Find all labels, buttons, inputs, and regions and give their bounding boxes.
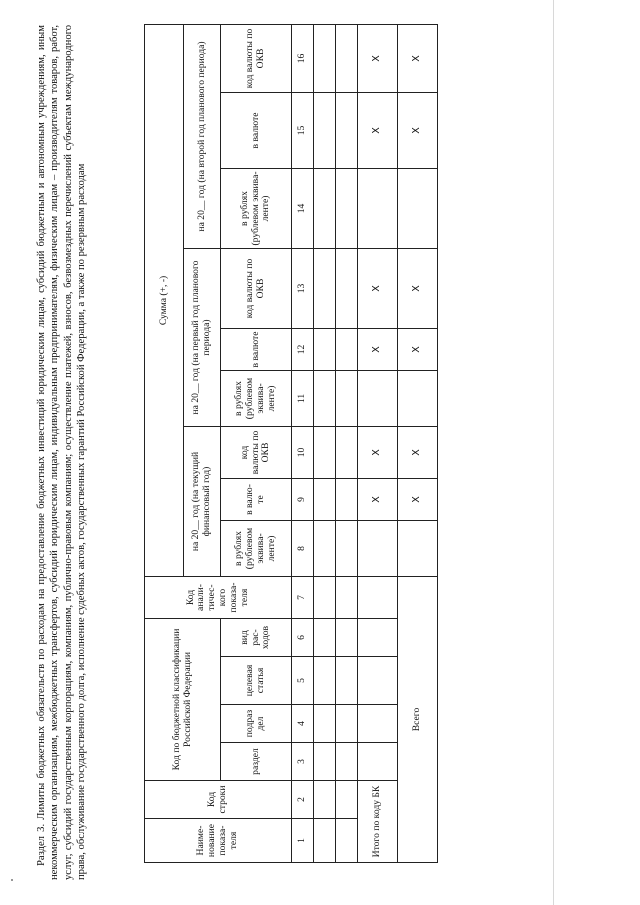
header-line-code: Код строки (145, 781, 292, 819)
data-cell[interactable] (336, 427, 358, 479)
col-num: 4 (292, 705, 314, 743)
header-cur-second: в валюте (221, 93, 292, 169)
data-cell[interactable] (314, 705, 336, 743)
data-cell[interactable] (314, 169, 336, 249)
col-num: 2 (292, 781, 314, 819)
x-mark: X (358, 24, 398, 92)
data-cell[interactable] (336, 705, 358, 743)
data-cell[interactable] (336, 371, 358, 427)
header-first-year: на 20__ год (на первый год планового периода) (184, 249, 221, 427)
data-cell[interactable] (358, 577, 398, 619)
total-rub-first[interactable] (398, 371, 438, 427)
header-subsection: подраз дел (221, 705, 292, 743)
x-mark: X (398, 329, 438, 371)
header-name: Наиме-нование показа-теля (145, 819, 292, 863)
x-mark: X (358, 93, 398, 169)
data-cell[interactable] (358, 743, 398, 781)
x-mark: X (398, 93, 438, 169)
data-cell[interactable] (314, 619, 336, 657)
header-rub-second: в рублях (рублевом эквива-ленте) (221, 169, 292, 249)
col-num: 12 (292, 329, 314, 371)
header-amount: Сумма (+, -) (145, 24, 184, 576)
col-num: 15 (292, 93, 314, 169)
section-caption: Раздел 3. Лимиты бюджетных обязательств по расходам на предоставление бюджетных инвестиций юридическим лицам, субсидий бюджетным и автономным учреждениям, иным некоммерческим организациям, межбюджетных трансфертов, субсидий юридическим лицам, индивидуальным предпринимателям, физическим лицам – производителям товаров, работ, услуг, субсидий государственным корпорациям, компаниям, публично-правовым компаниям; осуществление платежей, взносов, безвозмездных перечислений субъектам международного права, обслуживание государственного долга, исполнение судебных актов, государственных гарантий Российской Федерации, а также по резервным расходам (36, 25, 88, 880)
data-cell[interactable] (314, 479, 336, 521)
table-row (314, 24, 336, 862)
col-num: 9 (292, 479, 314, 521)
x-mark: X (398, 479, 438, 521)
total-rub-second[interactable] (398, 169, 438, 249)
x-mark: X (358, 427, 398, 479)
data-cell[interactable] (314, 93, 336, 169)
table-row (336, 24, 358, 862)
col-num: 13 (292, 249, 314, 329)
column-number-row (292, 24, 314, 862)
sum-rub-current[interactable] (358, 521, 398, 577)
col-num: 3 (292, 743, 314, 781)
total-by-bk-label: Итого по коду БК (358, 781, 398, 863)
total-by-bk-row (358, 24, 398, 862)
x-mark: X (398, 24, 438, 92)
data-cell[interactable] (314, 371, 336, 427)
header-current-year: на 20__ год (на текущий финансовый год) (184, 427, 221, 577)
data-cell[interactable] (336, 521, 358, 577)
data-cell[interactable] (314, 24, 336, 92)
data-cell[interactable] (336, 479, 358, 521)
col-num: 6 (292, 619, 314, 657)
data-cell[interactable] (336, 329, 358, 371)
data-cell[interactable] (314, 249, 336, 329)
col-num: 14 (292, 169, 314, 249)
col-num: 5 (292, 657, 314, 705)
data-cell[interactable] (314, 427, 336, 479)
header-okv-first: код валюты по ОКВ (221, 249, 292, 329)
header-row-3 (221, 24, 292, 862)
x-mark: X (358, 249, 398, 329)
header-rub-current: в рублях (рублевом эквива-ленте) (221, 521, 292, 577)
data-cell[interactable] (358, 657, 398, 705)
header-bk-code: Код по бюджетной классификации Российской Федерации (145, 619, 221, 781)
data-cell[interactable] (358, 705, 398, 743)
grand-total-label: Всего (398, 577, 438, 863)
header-analytic: Код анали-тичес-кого показа-теля (145, 577, 292, 619)
data-cell[interactable] (314, 521, 336, 577)
data-cell[interactable] (314, 743, 336, 781)
data-cell[interactable] (336, 577, 358, 619)
x-mark: X (398, 427, 438, 479)
header-cur-first: в валюте (221, 329, 292, 371)
col-num: 1 (292, 819, 314, 863)
data-cell[interactable] (336, 24, 358, 92)
data-cell[interactable] (336, 743, 358, 781)
data-cell[interactable] (358, 619, 398, 657)
header-cur-current: в валю-те (221, 479, 292, 521)
x-mark: X (358, 479, 398, 521)
x-mark: X (358, 329, 398, 371)
header-second-year: на 20__ год (на второй год планового периода) (184, 24, 221, 248)
data-cell[interactable] (336, 169, 358, 249)
col-num: 10 (292, 427, 314, 479)
data-cell[interactable] (314, 781, 336, 819)
data-cell[interactable] (314, 819, 336, 863)
col-num: 7 (292, 577, 314, 619)
page-edge-line (553, 0, 554, 905)
limits-table (144, 24, 438, 863)
data-cell[interactable] (314, 577, 336, 619)
data-cell[interactable] (336, 249, 358, 329)
header-okv-current: код валюты по ОКВ (221, 427, 292, 479)
col-num: 16 (292, 24, 314, 92)
header-row-1 (145, 24, 184, 862)
grand-total-row (398, 24, 438, 862)
data-cell[interactable] (336, 781, 358, 819)
header-target: целевая статья (221, 657, 292, 705)
data-cell[interactable] (314, 657, 336, 705)
data-cell[interactable] (336, 93, 358, 169)
x-mark: X (398, 249, 438, 329)
header-okv-second: код валюты по ОКВ (221, 24, 292, 92)
sum-rub-first[interactable] (358, 371, 398, 427)
header-rub-first: в рублях (рублевом эквива-ленте) (221, 371, 292, 427)
data-cell[interactable] (336, 619, 358, 657)
scan-dot (11, 879, 13, 881)
total-rub-current[interactable] (398, 521, 438, 577)
col-num: 11 (292, 371, 314, 427)
sum-rub-second[interactable] (358, 169, 398, 249)
header-expense-type: вид рас-ходов (221, 619, 292, 657)
data-cell[interactable] (314, 329, 336, 371)
col-num: 8 (292, 521, 314, 577)
data-cell[interactable] (336, 657, 358, 705)
rotated-form (35, 25, 470, 880)
data-cell[interactable] (336, 819, 358, 863)
header-section: раздел (221, 743, 292, 781)
